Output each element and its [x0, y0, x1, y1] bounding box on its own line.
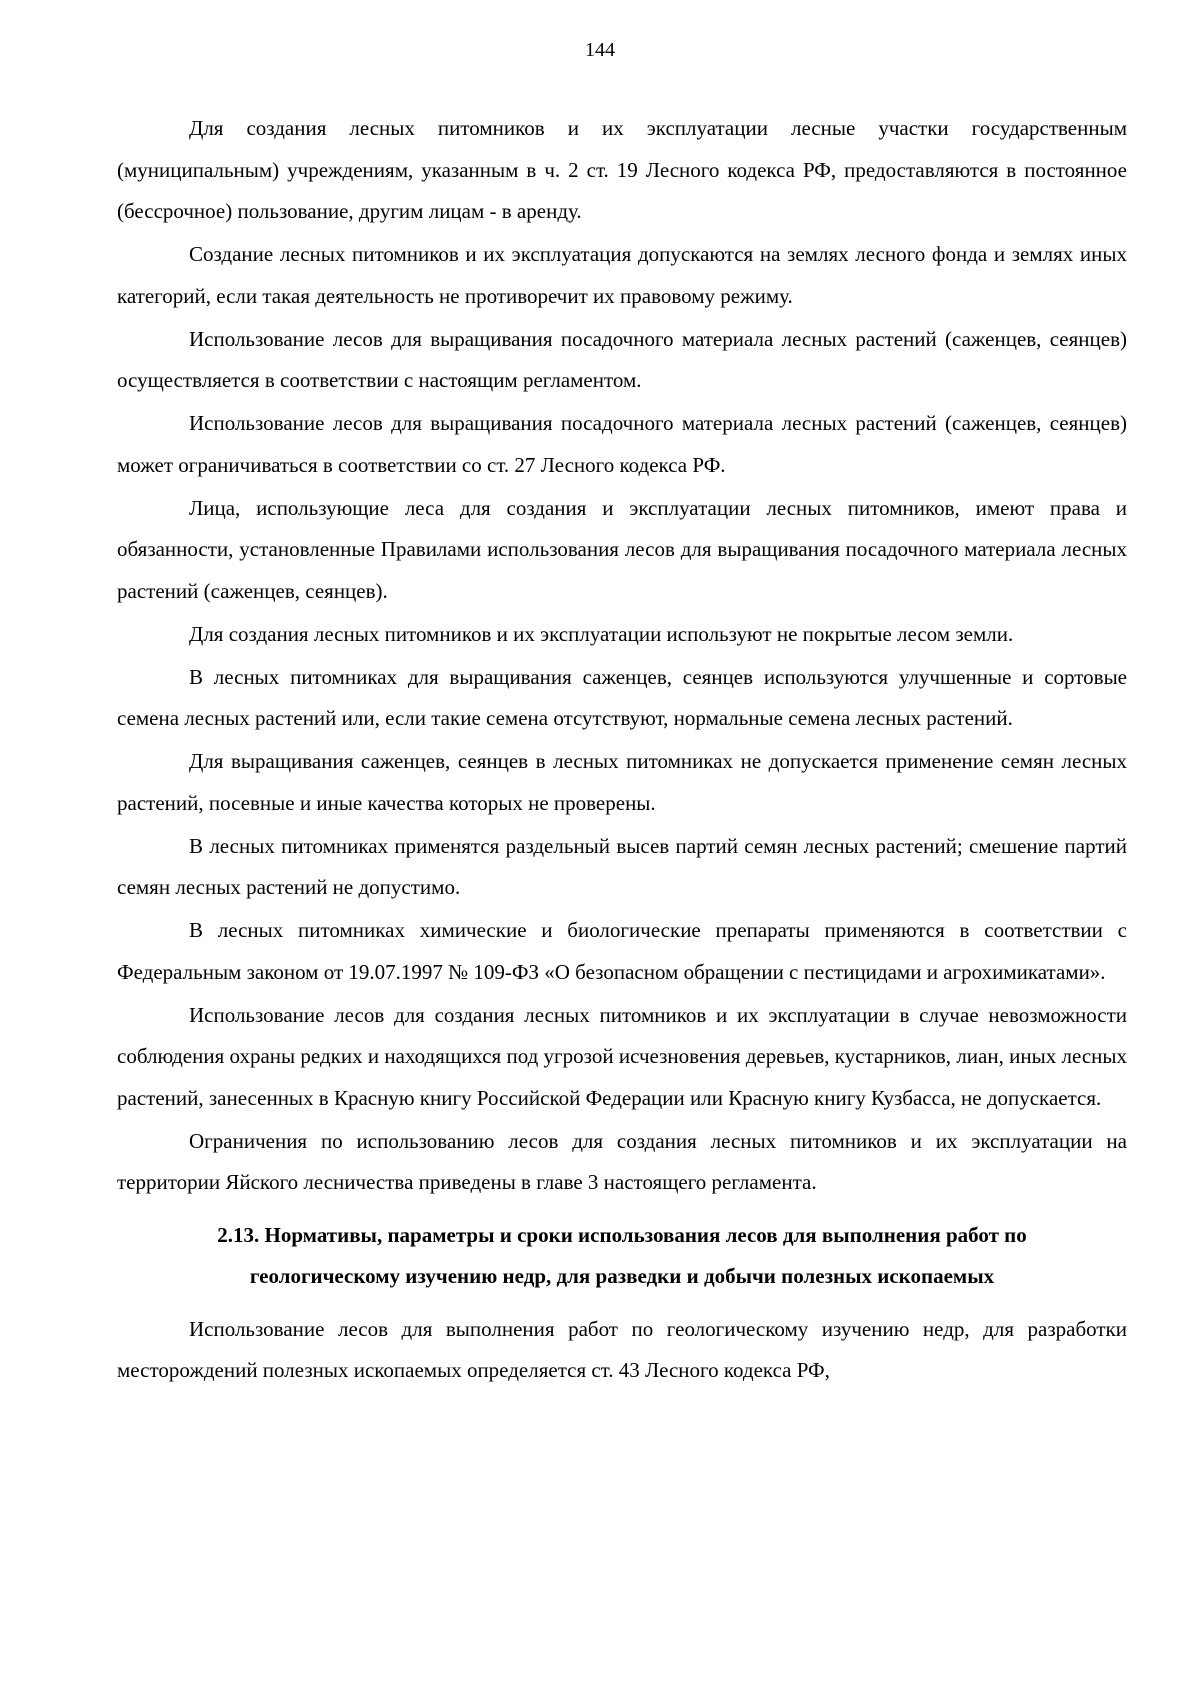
- page-content: [117, 108, 1127, 1393]
- paragraph: Использование лесов для выращивания посадочного материала лесных растений (саженцев, сеянцев) может ограничиваться в соответствии со ст. 27 Лесного кодекса РФ.: [117, 411, 1127, 477]
- paragraph: В лесных питомниках применятся раздельный высев партий семян лесных растений; смешение партий семян лесных растений не допустимо.: [117, 833, 1127, 899]
- page-number: 144: [585, 39, 615, 61]
- paragraph: Использование лесов для выращивания посадочного материала лесных растений (саженцев, сеянцев) осуществляется в соответствии с настоящим регламентом.: [117, 326, 1127, 392]
- paragraph: Лица, использующие леса для создания и эксплуатации лесных питомников, имеют права и обязанности, установленные Правилами использования лесов для выращивания посадочного материала лесных растений (саженцев, сеянцев).: [117, 495, 1127, 603]
- paragraph: Для создания лесных питомников и их эксплуатации лесные участки государственным (муниципальным) учреждениям, указанным в ч. 2 ст. 19 Лесного кодекса РФ, предоставляются в постоянное (бессрочное) пользование, другим лицам - в аренду.: [117, 116, 1127, 223]
- paragraph: Создание лесных питомников и их эксплуатация допускаются на землях лесного фонда и землях иных категорий, если такая деятельность не противоречит их правовому режиму.: [117, 242, 1127, 308]
- paragraph: Использование лесов для создания лесных питомников и их эксплуатации в случае невозможности соблюдения охраны редких и находящихся под угрозой исчезновения деревьев, кустарников, лиан, иных лесных растений, занесенных в Красную книгу Российской Федерации или Красную книгу Кузбасса, не допускается.: [117, 1002, 1127, 1110]
- paragraph: Для выращивания саженцев, сеянцев в лесных питомниках не допускается применение семян лесных растений, посевные и иные качества которых не проверены.: [117, 749, 1127, 815]
- section-heading: 2.13. Нормативы, параметры и сроки использования лесов для выполнения работ по геологическому изучению недр, для разведки и добычи полезных ископаемых: [217, 1222, 1027, 1288]
- paragraph: Для создания лесных питомников и их эксплуатации используют не покрытые лесом земли.: [189, 621, 1014, 646]
- paragraph: В лесных питомниках для выращивания саженцев, сеянцев используются улучшенные и сортовые семена лесных растений или, если такие семена отсутствуют, нормальные семена лесных растений.: [117, 664, 1127, 730]
- paragraph: В лесных питомниках химические и биологические препараты применяются в соответствии с Федеральным законом от 19.07.1997 № 109-ФЗ «О безопасном обращении с пестицидами и агрохимикатами».: [117, 918, 1127, 984]
- paragraph: Ограничения по использованию лесов для создания лесных питомников и их эксплуатации на территории Яйского лесничества приведены в главе 3 настоящего регламента.: [117, 1128, 1127, 1194]
- paragraph: Использование лесов для выполнения работ по геологическому изучению недр, для разработки месторождений полезных ископаемых определяется ст. 43 Лесного кодекса РФ,: [117, 1316, 1127, 1382]
